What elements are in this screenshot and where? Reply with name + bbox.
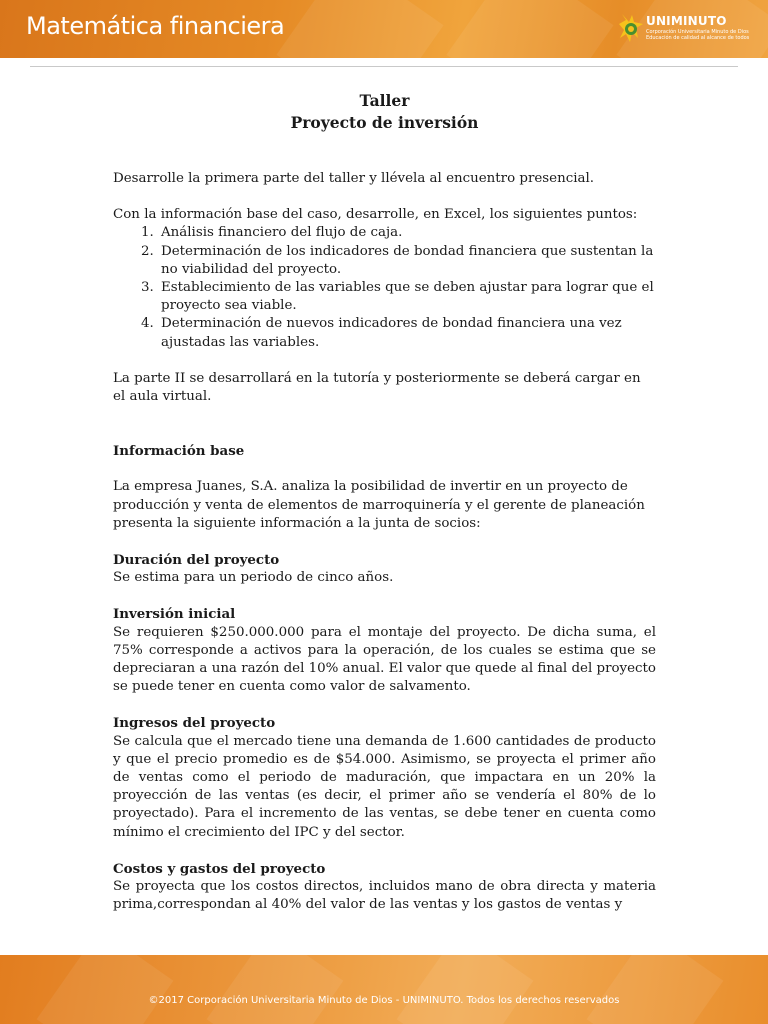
list-item: 4. Determinación de nuevos indicadores de bondad financiera una vez ajustadas las variables. xyxy=(158,315,656,351)
part2-paragraph: La parte II se desarrollará en la tutoría y posteriormente se deberá cargar en el aula virtual. xyxy=(113,370,641,405)
task-list xyxy=(113,224,656,351)
section-text-costs: Se proyecta que los costos directos, incluidos mano de obra directa y materia prima,correspondan al 40% del valor de las ventas y los gastos de ventas y xyxy=(113,879,656,913)
header-divider xyxy=(30,66,738,67)
section-text-income: Se calcula que el mercado tiene una demanda de 1.600 cantidades de producto y que el precio promedio es de $54.000. Asimismo, se proyecta el primer año de ventas como el periodo de maduración, que impactara en un 20% la proyección de las ventas (es decir, el primer año se vendería el 80% de lo proyectado). Para el incremento de las ventas, se debe tener en cuenta como mínimo el crecimiento del IPC y del sector. xyxy=(113,733,656,840)
info-heading: Información base xyxy=(113,443,245,460)
course-title: Matemática financiera xyxy=(26,12,285,40)
info-paragraph: La empresa Juanes, S.A. analiza la posibilidad de invertir en un proyecto de producción y venta de elementos de marroquinería y el gerente de planeación presenta la siguiente información a la junta de socios: xyxy=(113,479,645,531)
list-lead: Con la información base del caso, desarrolle, en Excel, los siguientes puntos: xyxy=(113,207,638,223)
logo-tagline-2: Educación de calidad al alcance de todos xyxy=(646,35,750,41)
page-footer xyxy=(0,955,768,1024)
list-item: 1. Análisis financiero del flujo de caja. xyxy=(158,224,656,242)
section-text-investment: Se requieren $250.000.000 para el montaje del proyecto. De dicha suma, el 75% corresponde a activos para la operación, de los cuales se estima que se depreciaran a una razón del 10% anual. El valor que quede al final del proyecto se puede tener en cuenta como valor de salvamento. xyxy=(113,624,656,695)
list-item: 3. Establecimiento de las variables que se deben ajustar para lograr que el proyecto sea viable. xyxy=(158,279,656,315)
doc-subtitle: Proyecto de inversión xyxy=(290,113,479,132)
section-heading-duration: Duración del proyecto xyxy=(113,552,280,569)
doc-title: Taller xyxy=(359,91,410,110)
copyright-text: ©2017 Corporación Universitaria Minuto de Dios - UNIMINUTO. Todos los derechos reservados xyxy=(148,995,620,1006)
section-heading-costs: Costos y gastos del proyecto xyxy=(113,860,326,877)
intro-paragraph: Desarrolle la primera parte del taller y llévela al encuentro presencial. xyxy=(113,171,595,186)
section-heading-income: Ingresos del proyecto xyxy=(113,715,276,732)
document-body xyxy=(113,90,656,915)
uniminuto-logo xyxy=(616,12,750,46)
list-item: 2. Determinación de los indicadores de bondad financiera que sustentan la no viabilidad del proyecto. xyxy=(158,243,656,279)
logo-mark-icon xyxy=(616,12,646,46)
section-heading-investment: Inversión inicial xyxy=(113,606,236,623)
page-header xyxy=(0,0,768,58)
logo-tagline-1: Corporación Universitaria Minuto de Dios xyxy=(646,29,749,35)
section-text-duration: Se estima para un periodo de cinco años. xyxy=(113,570,394,586)
logo-name: UNIMINUTO xyxy=(646,14,727,28)
